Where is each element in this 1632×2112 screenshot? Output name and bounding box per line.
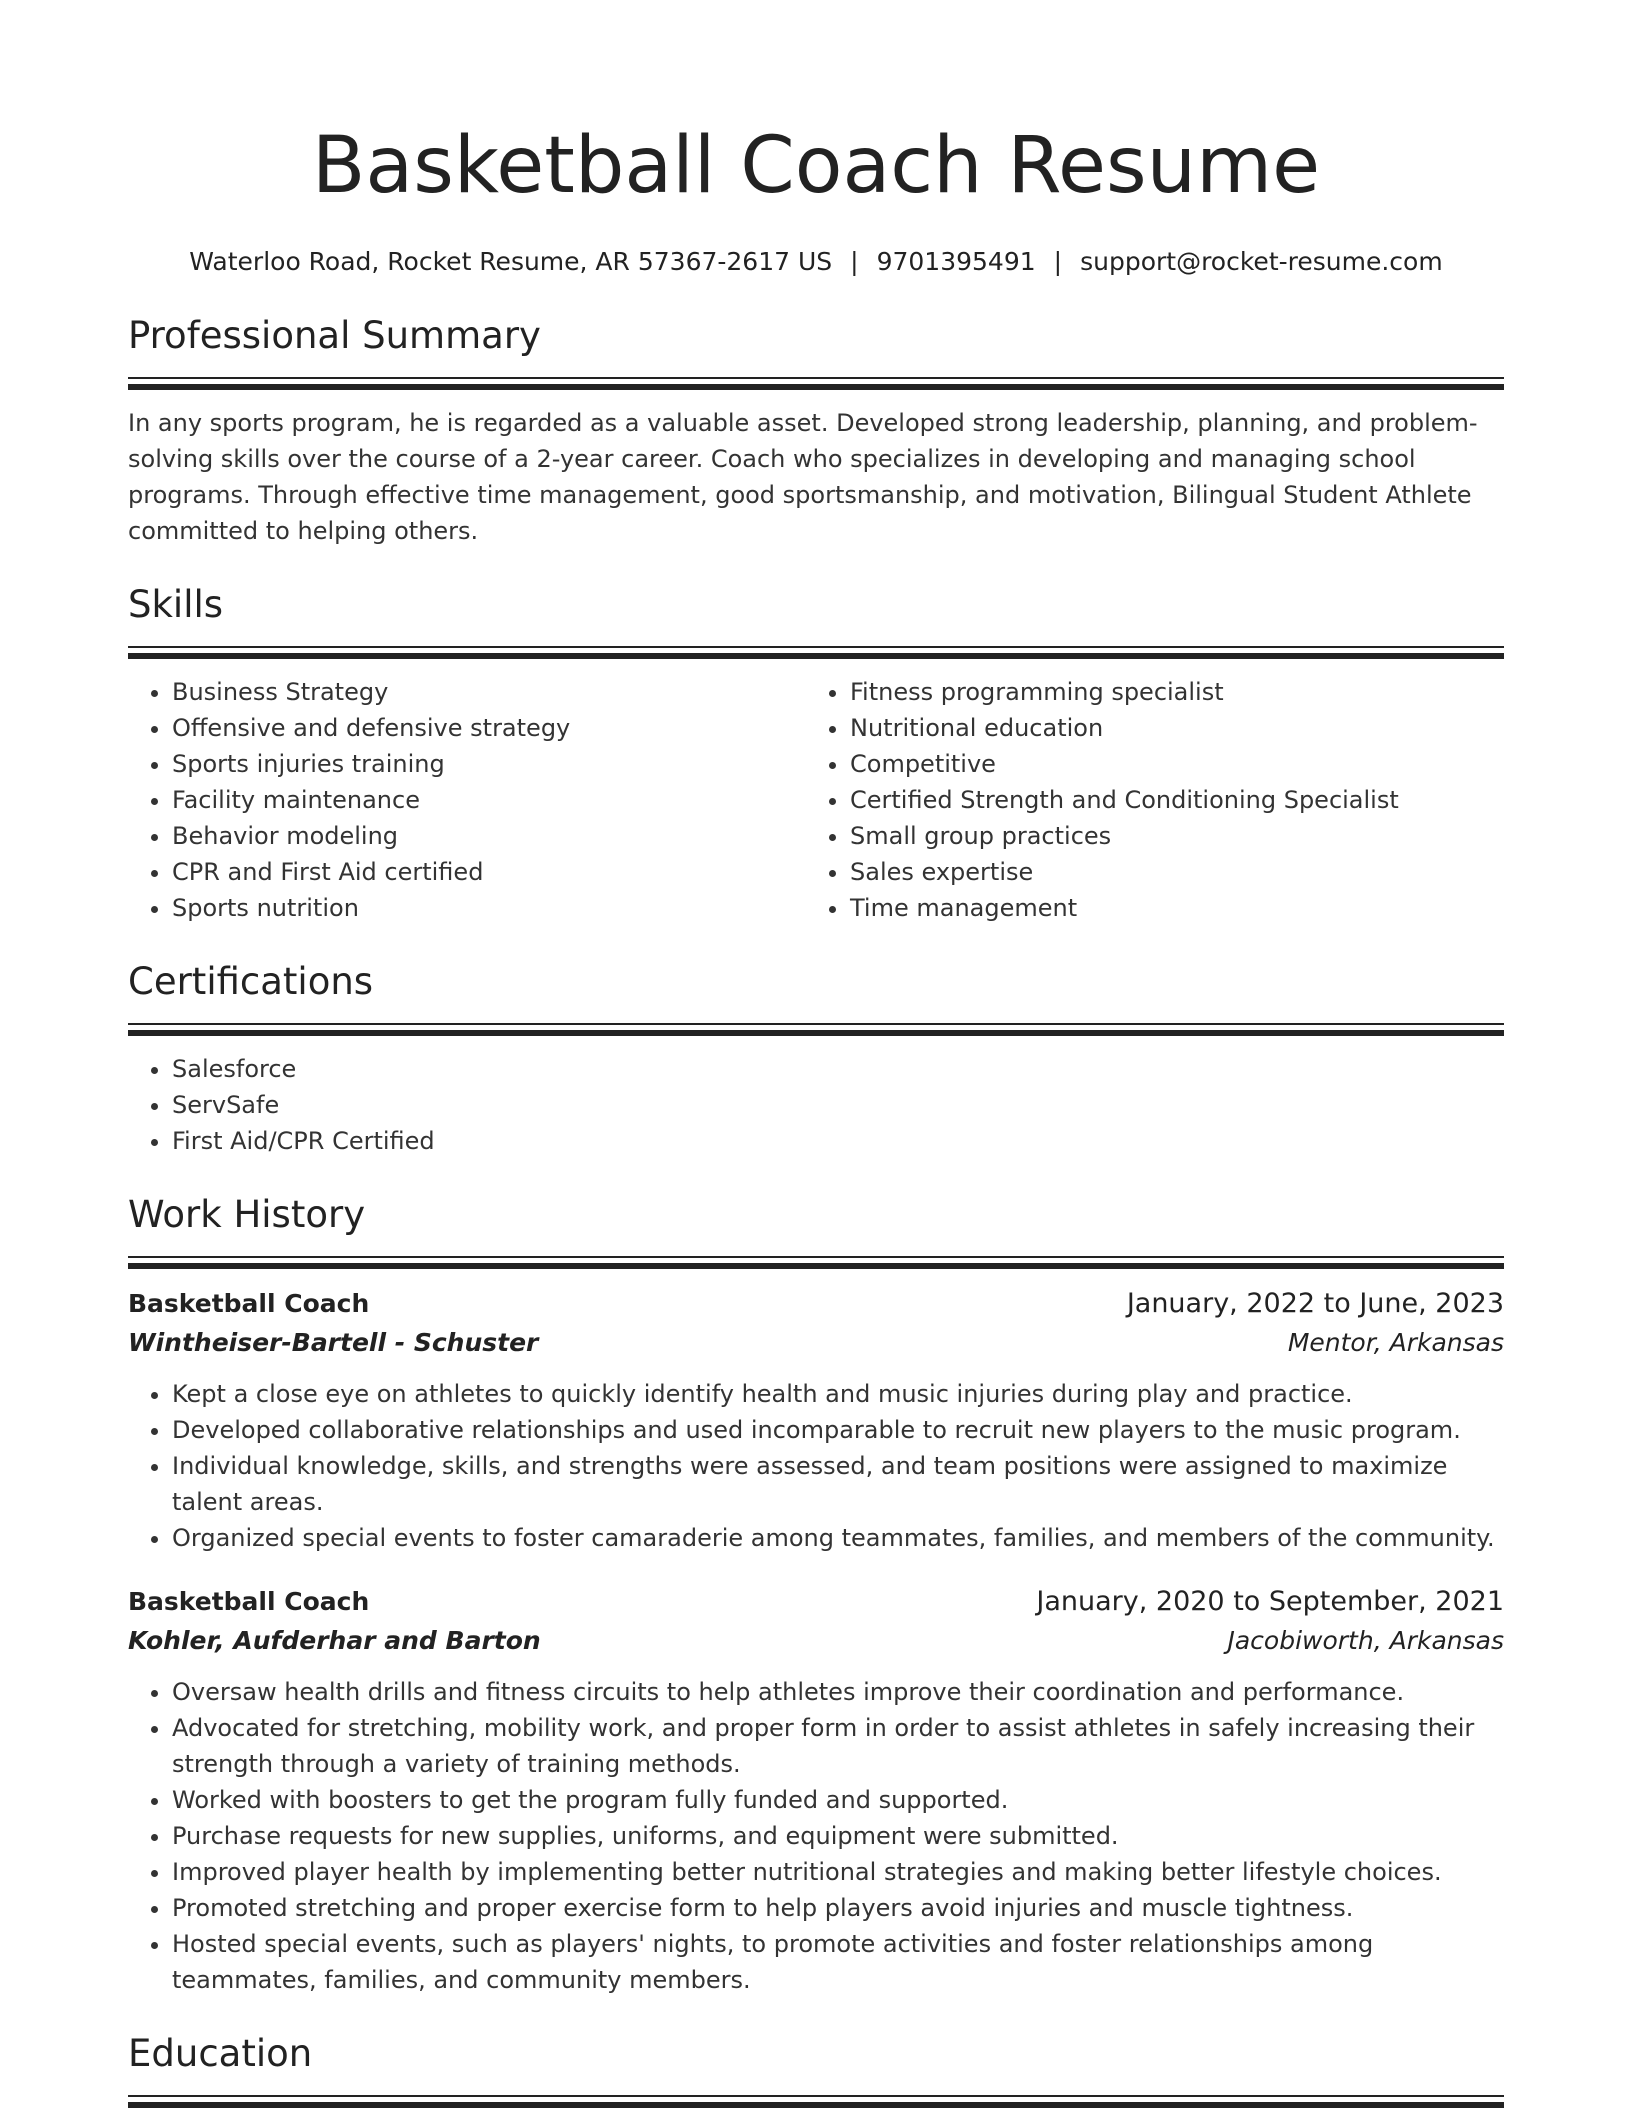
- skills-section-header: [128, 581, 1504, 660]
- job-title: Basketball Coach: [128, 1289, 370, 1318]
- job-entry: [128, 1284, 1504, 1556]
- job-bullet: • Improved player health by implementing better nutritional strategies and making better lifestyle choices.: [172, 1854, 1504, 1890]
- certifications-section-header: [128, 958, 1504, 1037]
- summary-heading: Professional Summary: [128, 314, 541, 357]
- job-bullets: [128, 1376, 1504, 1556]
- contact-email[interactable]: support@rocket-resume.com: [1080, 247, 1443, 276]
- contact-line: [128, 244, 1504, 280]
- job-bullet: • Oversaw health drills and fitness circuits to help athletes improve their coordination and performance.: [172, 1674, 1504, 1710]
- skill-item: • Fitness programming specialist: [850, 674, 1484, 710]
- job-bullet: • Advocated for stretching, mobility work, and proper form in order to assist athletes in safely increasing their strength through a variety of training methods.: [172, 1710, 1504, 1782]
- skills-grid: [128, 674, 1504, 926]
- section-divider: [128, 646, 1504, 660]
- job-title: Basketball Coach: [128, 1587, 370, 1616]
- skills-column-right: [806, 674, 1484, 926]
- skill-item: • Sports injuries training: [172, 746, 806, 782]
- contact-address: Waterloo Road, Rocket Resume, AR 57367-2617 US: [189, 247, 833, 276]
- skill-item: • Business Strategy: [172, 674, 806, 710]
- education-section-header: [128, 2030, 1504, 2109]
- contact-phone: 9701395491: [876, 247, 1036, 276]
- job-bullet: • Promoted stretching and proper exercise form to help players avoid injuries and muscle tightness.: [172, 1890, 1504, 1926]
- section-divider: [128, 377, 1504, 391]
- section-divider: [128, 2095, 1504, 2109]
- certification-item: • First Aid/CPR Certified: [172, 1123, 1504, 1159]
- job-entry: [128, 1582, 1504, 1998]
- resume-title: Basketball Coach Resume: [311, 121, 1321, 211]
- work-heading: Work History: [128, 1193, 366, 1236]
- job-bullet: • Kept a close eye on athletes to quickly identify health and music injuries during play and practice.: [172, 1376, 1504, 1412]
- certifications-heading: Certifications: [128, 960, 374, 1003]
- skills-heading: Skills: [128, 583, 224, 626]
- skill-item: • Facility maintenance: [172, 782, 806, 818]
- job-bullet: • Worked with boosters to get the program fully funded and supported.: [172, 1782, 1504, 1818]
- skill-item: • Offensive and defensive strategy: [172, 710, 806, 746]
- job-company: Wintheiser-Bartell - Schuster: [128, 1328, 539, 1357]
- skill-item: • Time management: [850, 890, 1484, 926]
- education-heading: Education: [128, 2032, 313, 2075]
- job-bullet: • Hosted special events, such as players' nights, to promote activities and foster relationships among teammates, families, and community members.: [172, 1926, 1504, 1998]
- job-location: Mentor, Arkansas: [1287, 1328, 1504, 1357]
- resume-page: [128, 0, 1504, 2109]
- job-header-row: [128, 1284, 1504, 1323]
- skills-column-left: [128, 674, 806, 926]
- work-section-header: [128, 1191, 1504, 1270]
- contact-separator: |: [1053, 247, 1063, 276]
- job-bullet: • Developed collaborative relationships and used incomparable to recruit new players to the music program.: [172, 1412, 1504, 1448]
- summary-text: In any sports program, he is regarded as a valuable asset. Developed strong leadership, planning, and problem-solving skills over the course of a 2-year career. Coach who specializes in developing and managing school programs. Through effective time management, good sportsmanship, and motivation, Bilingual Student Athlete committed to helping others.: [128, 409, 1478, 545]
- skill-item: • Certified Strength and Conditioning Specialist: [850, 782, 1484, 818]
- certification-item: • Salesforce: [172, 1051, 1504, 1087]
- section-divider: [128, 1256, 1504, 1270]
- skill-item: • CPR and First Aid certified: [172, 854, 806, 890]
- job-bullet: • Individual knowledge, skills, and strengths were assessed, and team positions were assigned to maximize talent areas.: [172, 1448, 1504, 1520]
- job-bullet: • Organized special events to foster camaraderie among teammates, families, and members of the community.: [172, 1520, 1504, 1556]
- section-divider: [128, 1023, 1504, 1037]
- summary-section-header: [128, 312, 1504, 391]
- job-company-row: [128, 1323, 1504, 1362]
- skill-item: • Small group practices: [850, 818, 1484, 854]
- skill-item: • Sports nutrition: [172, 890, 806, 926]
- skill-item: • Behavior modeling: [172, 818, 806, 854]
- certification-item: • ServSafe: [172, 1087, 1504, 1123]
- skill-item: • Nutritional education: [850, 710, 1484, 746]
- skill-item: • Sales expertise: [850, 854, 1484, 890]
- skill-item: • Competitive: [850, 746, 1484, 782]
- job-bullets: [128, 1674, 1504, 1998]
- job-bullet: • Purchase requests for new supplies, uniforms, and equipment were submitted.: [172, 1818, 1504, 1854]
- job-dates: January, 2020 to September, 2021: [1036, 1586, 1504, 1617]
- job-header-row: [128, 1582, 1504, 1621]
- job-dates: January, 2022 to June, 2023: [1126, 1288, 1504, 1319]
- job-company: Kohler, Aufderhar and Barton: [128, 1626, 541, 1655]
- job-location: Jacobiworth, Arkansas: [1227, 1626, 1504, 1655]
- job-company-row: [128, 1621, 1504, 1660]
- certifications-list: [128, 1051, 1504, 1159]
- contact-separator: |: [850, 247, 859, 276]
